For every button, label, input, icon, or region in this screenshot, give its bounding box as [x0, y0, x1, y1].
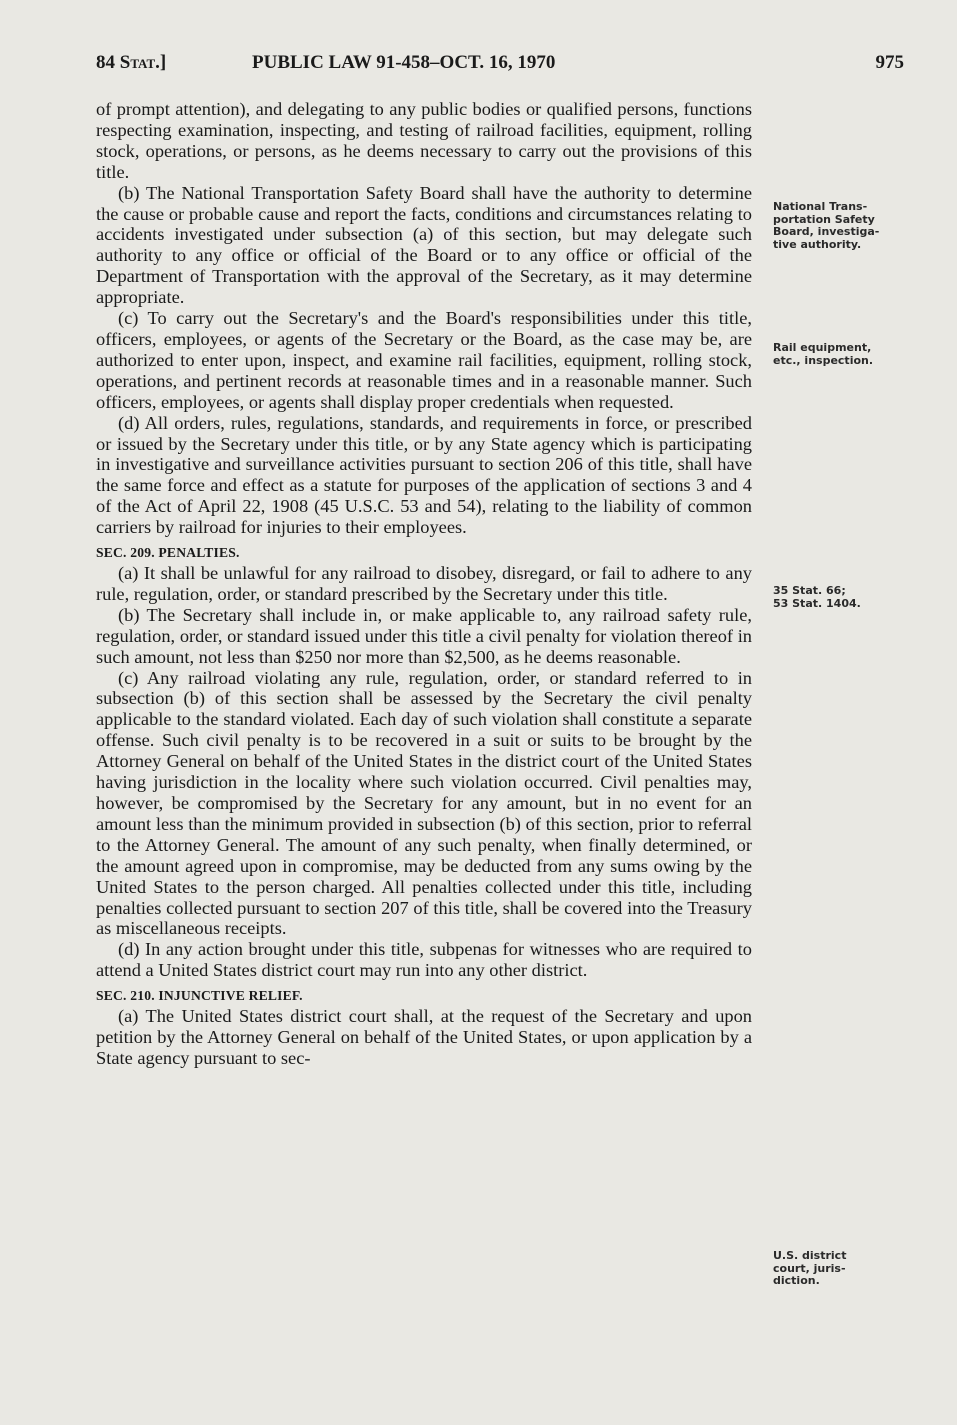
paragraph-209-a: (a) It shall be unlawful for any railroad to disobey, disregard, or fail to adhere to any rule, regulation, order, or standard prescribed by the Secretary under this title.: [96, 563, 752, 604]
paragraph-209-d: (d) In any action brought under this title, subpenas for witnesses who are required to attend a United States district court may run into any other district.: [96, 939, 752, 981]
margin-note-rail-inspection: Rail equipment, etc., inspection.: [773, 341, 874, 367]
paragraph-209-b: (b) The Secretary shall include in, or make applicable to, any railroad safety rule, regulation, order, or standard issued under this title a civil penalty for violation thereof in such amount, not less than $250 nor more than $2,500, as he deems reasonable.: [96, 604, 752, 667]
paragraph-208-b: (b) The National Transportation Safety Board shall have the authority to determine the cause or probable cause and report the facts, conditions and circumstances relating to accidents investigated under subsection (a) of this section, but may delegate such authority to any office or official of the Board or to any office or official of the Department of Transportation with the approval of the Secretary, as it may determine appropriate.: [96, 182, 752, 308]
margin-note-ntsb-authority: National Trans- portation Safety Board, investiga- tive authority.: [773, 200, 880, 251]
paragraph-208-d: (d) All orders, rules, regulations, standards, and requirements in force, or prescribed or issued by the Secretary under this title, or by any State agency which is participating in investigative and surveillance activities pursuant to section 206 of this title, shall have the same force and effect as a statute for purposes of the application of sections 3 and 4 of the Act of April 22, 1908 (45 U.S.C. 53 and 54), relating to the liability of common carriers by railroad for injuries to their employees.: [96, 412, 752, 538]
running-title: PUBLIC LAW 91-458–OCT. 16, 1970: [252, 52, 556, 73]
margin-note-statute-citation: 35 Stat. 66; 53 Stat. 1404.: [773, 584, 861, 610]
page-number: 975: [875, 52, 904, 73]
section-210-heading: SEC. 210. INJUNCTIVE RELIEF.: [96, 988, 303, 1004]
paragraph-210-a: (a) The United States district court shall, at the request of the Secretary and upon petition by the Attorney General on behalf of the United States, or upon application by a State agency pursuant to sec-: [96, 1006, 752, 1068]
paragraph-208-c: (c) To carry out the Secretary's and the Board's responsibilities under this title, officers, employees, or agents of the Secretary or the Board, as the case may be, are authorized to enter upon, inspect, and examine rail facilities, equipment, rolling stock, operations, and pertinent records at reasonable times and in a reasonable manner. Such officers, employees, or agents shall display proper credentials when requested.: [96, 308, 752, 412]
main-text: [96, 99, 752, 1069]
statute-volume-ref: 84 Stat.]: [96, 52, 167, 73]
paragraph-continuation: of prompt attention), and delegating to any public bodies or qualified persons, functions respecting examination, inspecting, and testing of railroad facilities, equipment, rolling stock, operations, or persons, as he deems necessary to carry out the provisions of this title.: [96, 99, 752, 182]
section-209-heading: SEC. 209. PENALTIES.: [96, 545, 240, 561]
page-header: [96, 52, 904, 82]
margin-note-district-court: U.S. district court, juris- diction.: [773, 1249, 847, 1287]
paragraph-209-c: (c) Any railroad violating any rule, regulation, order, or standard referred to in subsection (b) of this section shall be assessed by the Secretary the civil penalty applicable to the standard violated. Each day of such violation shall constitute a separate offense. Such civil penalty is to be recovered in a suit or suits to be brought by the Attorney General on behalf of the United States in the district court of the United States having jurisdiction in the locality where such violation occurred. Civil penalties may, however, be compromised by the Secretary for any amount, but in no event for an amount less than the minimum provided in subsection (b) of this section, prior to referral to the Attorney General. The amount of any such penalty, when finally determined, or the amount agreed upon in compromise, may be deducted from any sums owing by the United States to the person charged. All penalties collected under this title, including penalties collected pursuant to section 207 of this title, shall be covered into the Treasury as miscellaneous receipts.: [96, 667, 752, 939]
